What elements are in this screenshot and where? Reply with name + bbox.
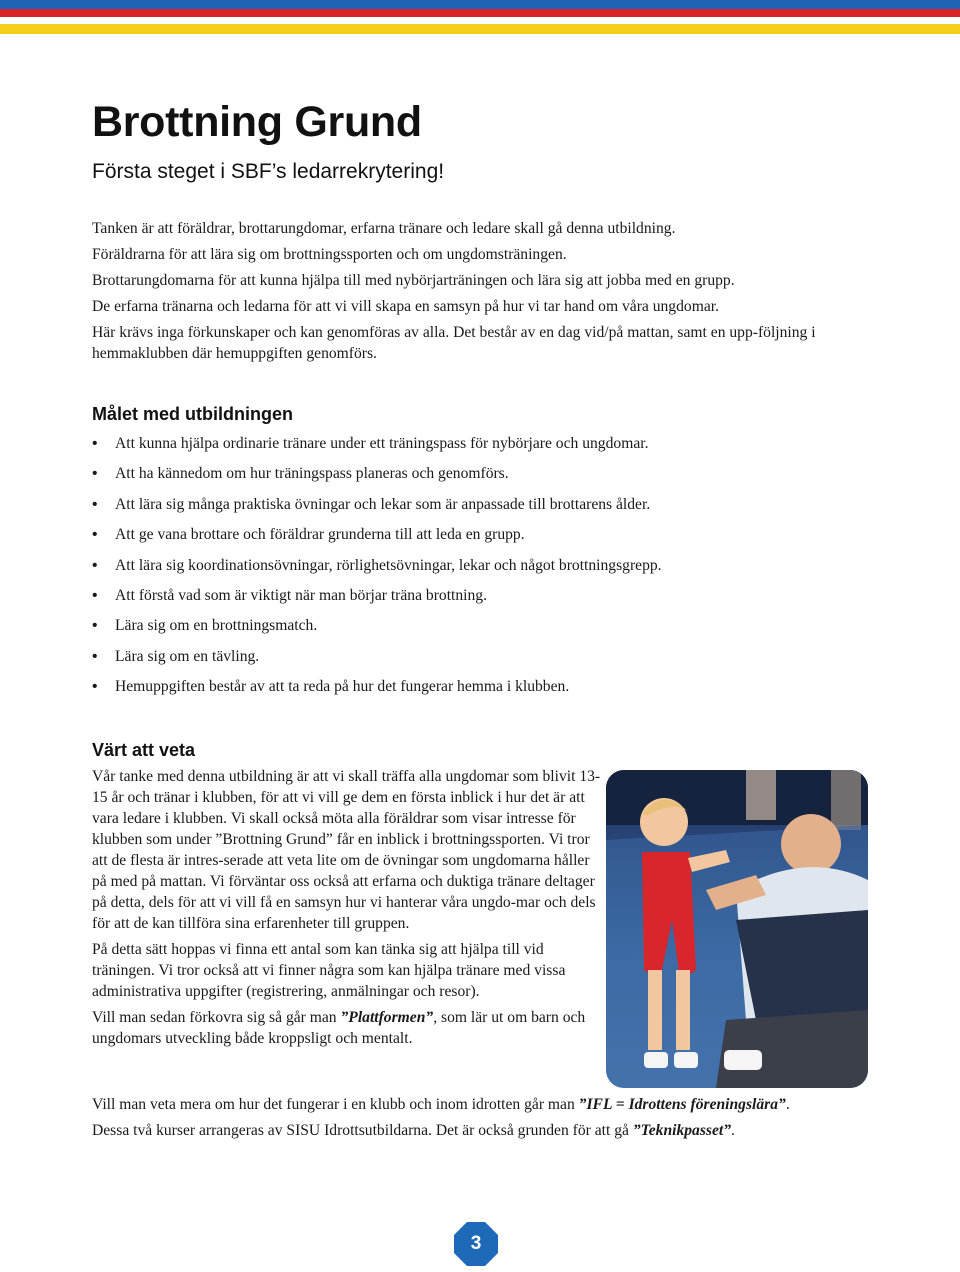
list-item: • Hemuppgiften består av att ta reda på hur det fungerar hemma i klubben. <box>92 678 570 696</box>
bullet-icon: • <box>92 556 98 574</box>
bullet-icon: • <box>92 647 98 665</box>
wrestling-photo <box>606 770 868 1088</box>
list-item: • Lära sig om en brottningsmatch. <box>92 617 318 635</box>
stripe-red <box>0 9 960 17</box>
page-subtitle: Första steget i SBF’s ledarrekrytering! <box>92 160 445 183</box>
stripe-white <box>0 17 960 24</box>
course-name: ”IFL = Idrottens föreningslära” <box>578 1096 786 1113</box>
stripe-blue <box>0 0 960 9</box>
photo-child-leg <box>676 970 690 1050</box>
know-paragraph: Vill man sedan förkovra sig så går man ”Plattformen”, som lär ut om barn och ungdomars utveckling både kroppsligt och mentalt. <box>92 1009 586 1047</box>
know-text <box>92 766 602 1054</box>
photo-child-shoe <box>644 1052 668 1068</box>
know-heading: Värt att veta <box>92 740 196 760</box>
intro-paragraph: Föräldrarna för att lära sig om brottningssporten och om ungdomsträningen. <box>92 246 567 263</box>
list-item: • Att ge vana brottare och föräldrar grunderna till att leda en grupp. <box>92 526 525 544</box>
goals-heading: Målet med utbildningen <box>92 404 293 424</box>
course-name: ”Plattformen” <box>340 1009 434 1026</box>
know-paragraph: På detta sätt hoppas vi finna ett antal som kan tänka sig att hjälpa till vid träningen. Vi tror också att vi finner några som kan hjälpa tränare med vissa administrativa uppgifter (registrering, anmälningar och resor). <box>92 941 566 1000</box>
intro-paragraph: De erfarna tränarna och ledarna för att vi vill skapa en samsyn på hur vi tar hand om våra ungdomar. <box>92 298 719 315</box>
photo-child-leg <box>648 970 662 1050</box>
list-item: • Att lära sig koordinationsövningar, rörlighetsövningar, lekar och något brottningsgrepp. <box>92 556 662 574</box>
list-item: • Lära sig om en tävling. <box>92 647 260 665</box>
photo-coach-head <box>781 814 841 874</box>
know-paragraph: Vår tanke med denna utbildning är att vi skall träffa alla ungdomar som blivit 13-15 år och tränar i klubben, för att vi vill ge dem en första inblick i hur det är att vara ledare i klubben. Vi skall också möta alla föräldrar som visar intresse för klubben som under ”Brottning Grund” får en inblick i brottningssporten. Vi tror att de flesta är intres-serade att veta lite om de övningar som ungdomarna håller på med på mattan. Vi förväntar oss också att erfarna och duktiga tränare deltager på detta, dels för att vi vill få en samsyn hur vi hanterar våra ungdo-mar och dels för att de kan tillföra sina erfarenheter till gruppen. <box>92 768 601 932</box>
stripe-gold <box>0 24 960 34</box>
bullet-icon: • <box>92 435 98 452</box>
intro-paragraph: Brottarungdomarna för att kunna hjälpa till med nybörjarträningen och lära sig att jobba med en grupp. <box>92 272 735 289</box>
know-paragraph: Vill man veta mera om hur det fungerar i en klubb och inom idrotten går man ”IFL = Idrottens föreningslära”. <box>92 1096 790 1113</box>
bullet-icon: • <box>92 586 98 604</box>
intro-section <box>92 218 872 369</box>
photo-coach-vest <box>736 910 868 1020</box>
goals-section <box>92 404 892 707</box>
page-number: 3 <box>470 1233 482 1254</box>
list-item: • Att ha kännedom om hur träningspass planeras och genomförs. <box>92 465 509 483</box>
know-paragraph: Dessa två kurser arrangeras av SISU Idrottsutbildarna. Det är också grunden för att gå ”Teknikpasset”. <box>92 1122 735 1139</box>
list-item: • Att kunna hjälpa ordinarie tränare under ett träningspass för nybörjare och ungdomar. <box>92 435 649 452</box>
photo-bg-person <box>746 770 776 820</box>
bullet-icon: • <box>92 526 98 544</box>
photo-bg-person <box>831 770 861 830</box>
bullet-icon: • <box>92 495 98 513</box>
know-text-full-width <box>92 1094 892 1146</box>
list-item: • Att lära sig många praktiska övningar och lekar som är anpassade till brottarens ålder. <box>92 495 651 513</box>
bullet-icon: • <box>92 465 98 483</box>
header-stripes <box>0 0 960 34</box>
know-heading-wrap <box>92 740 882 761</box>
goals-list <box>92 433 892 707</box>
list-item: • Att förstå vad som är viktigt när man börjar träna brottning. <box>92 586 487 604</box>
photo-coach-pants <box>716 1010 868 1088</box>
bullet-icon: • <box>92 678 98 696</box>
photo-illustration <box>606 770 868 1088</box>
intro-paragraph: Här krävs inga förkunskaper och kan genomföras av alla. Det består av en dag vid/på mattan, samt en upp-följning i hemmaklubben där hemuppgiften genomförs. <box>92 324 816 362</box>
page-title: Brottning Grund <box>92 98 422 146</box>
page-number-badge <box>453 1221 499 1267</box>
photo-child-shoe <box>674 1052 698 1068</box>
intro-paragraph: Tanken är att föräldrar, brottarungdomar, erfarna tränare och ledare skall gå denna utbildning. <box>92 220 676 237</box>
course-name: ”Teknikpasset” <box>632 1122 732 1139</box>
bullet-icon: • <box>92 617 98 635</box>
photo-coach-shoe <box>724 1050 762 1070</box>
